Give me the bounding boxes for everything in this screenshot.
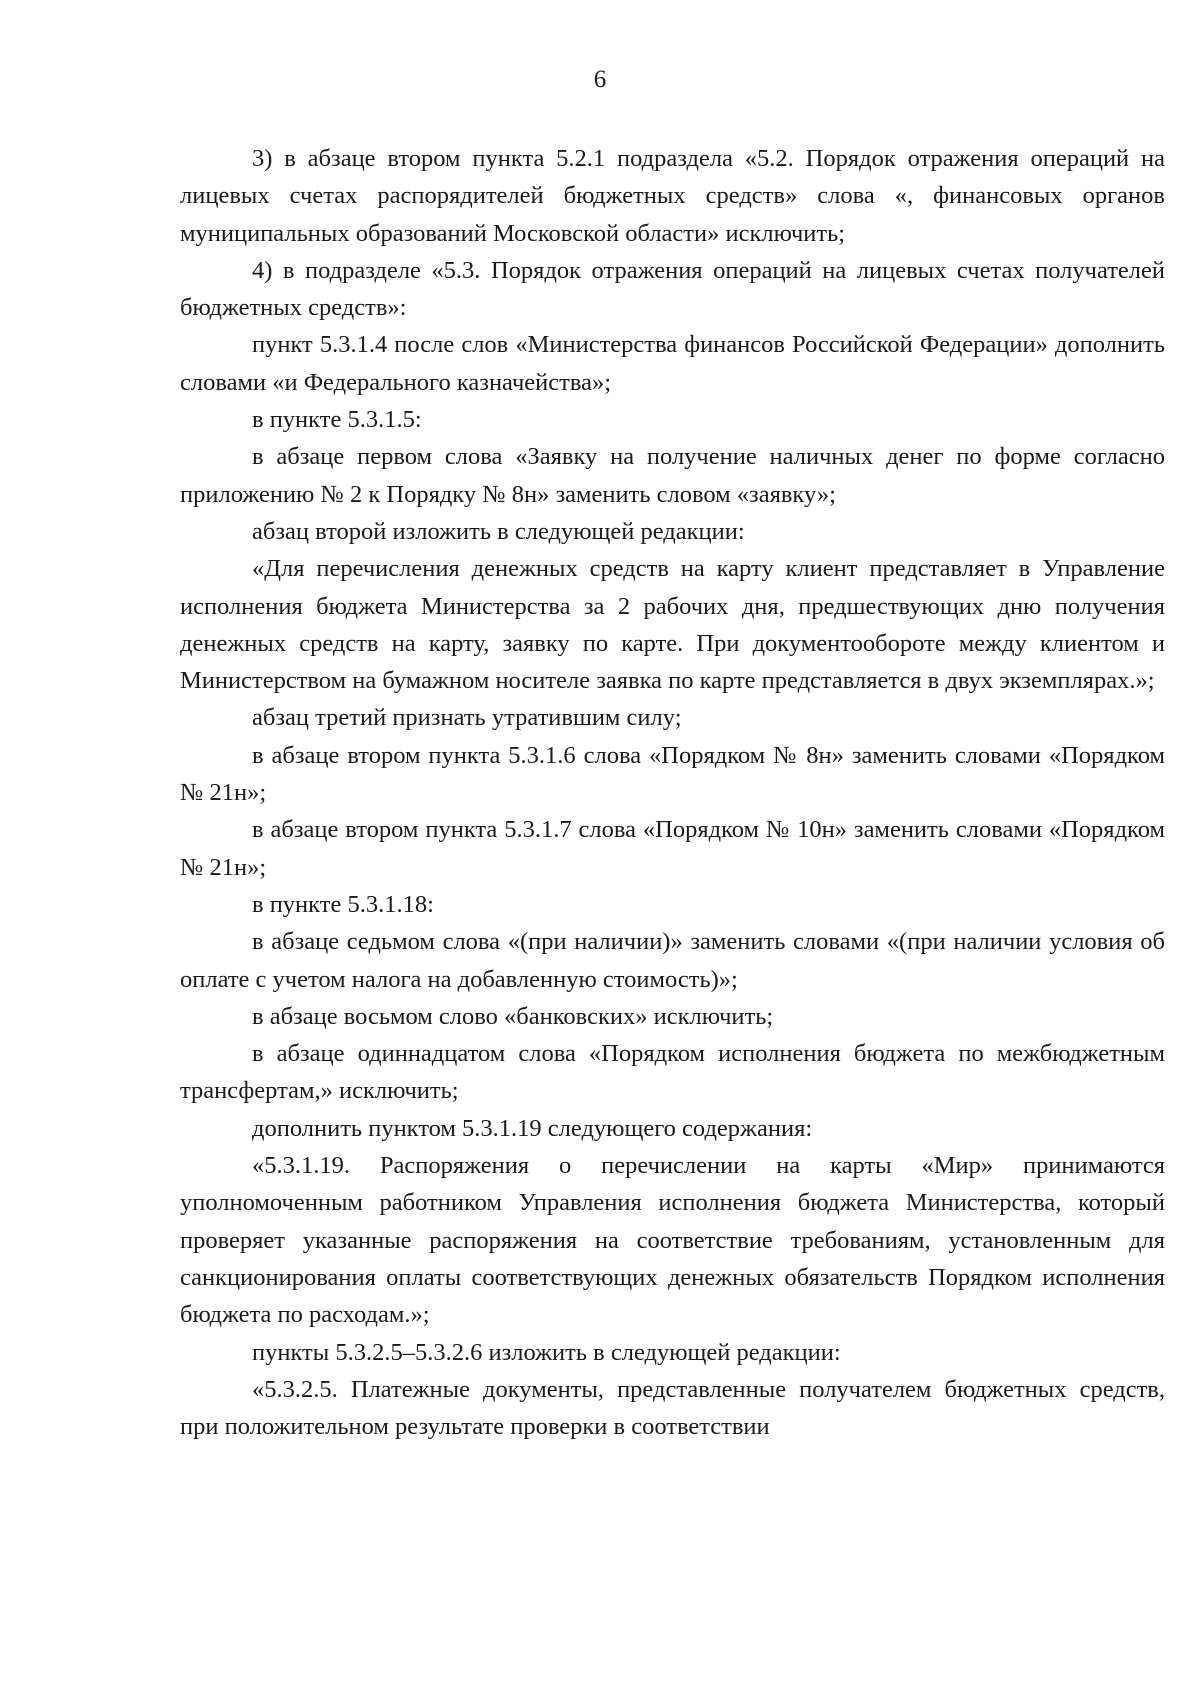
document-body [180, 140, 1165, 1445]
paragraph-seventh-abzac: в абзаце седьмом слова «(при наличии)» заменить словами «(при наличии условия об оплате с учетом налога на добавленную стоимость)»; [180, 928, 1165, 993]
paragraph-eleventh-abzac: в абзаце одиннадцатом слова «Порядком исполнения бюджета по межбюджетным трансфертам,» исключить; [180, 1040, 1165, 1105]
paragraph-5-3-1-5-second-intro: абзац второй изложить в следующей редакции: [252, 517, 745, 545]
paragraph-quoted-5-3-1-19: «5.3.1.19. Распоряжения о перечислении на карты «Мир» принимаются уполномоченным работником Управления исполнения бюджета Министерства, который проверяет указанные распоряжения на соответствие требованиям, установленным для санкционирования оплаты соответствующих денежных обязательств Порядком исполнения бюджета по расходам.»; [180, 1152, 1165, 1329]
paragraph-5-3-1-4: пункт 5.3.1.4 после слов «Министерства финансов Российской Федерации» дополнить словами «и Федерального казначейства»; [180, 331, 1165, 396]
paragraph-quoted-5-3-2-5: «5.3.2.5. Платежные документы, представленные получателем бюджетных средств, при положительном результате проверки в соответствии [180, 1375, 1165, 1441]
paragraph-third-void: абзац третий признать утратившим силу; [252, 704, 682, 732]
paragraph-5-3-1-7: в абзаце втором пункта 5.3.1.7 слова «Порядком № 10н» заменить словами «Порядком № 21н»; [180, 816, 1165, 881]
paragraph-5-3-1-5-first: в абзаце первом слова «Заявку на получение наличных денег по форме согласно приложению № 2 к Порядку № 8н» заменить словом «заявку»; [180, 443, 1165, 508]
paragraph-item-4: 4) в подразделе «5.3. Порядок отражения операций на лицевых счетах получателей бюджетных средств»: [180, 256, 1165, 322]
page-number: 6 [593, 66, 607, 93]
paragraph-eighth-abzac: в абзаце восьмом слово «банковских» исключить; [252, 1002, 774, 1030]
paragraph-5-3-1-6: в абзаце втором пункта 5.3.1.6 слова «Порядком № 8н» заменить словами «Порядком № 21н»; [180, 741, 1165, 807]
paragraph-5-3-1-5-intro: в пункте 5.3.1.5: [252, 406, 422, 434]
paragraph-5-3-1-18-intro: в пункте 5.3.1.18: [252, 890, 434, 918]
paragraph-5-3-2-5-6-intro: пункты 5.3.2.5–5.3.2.6 изложить в следующей редакции: [252, 1338, 841, 1366]
paragraph-item-3: 3) в абзаце втором пункта 5.2.1 подраздела «5.2. Порядок отражения операций на лицевых счетах распорядителей бюджетных средств» слова «, финансовых органов муниципальных образований Московской области» исключить; [180, 145, 1165, 247]
paragraph-quoted-card-transfer: «Для перечисления денежных средств на карту клиент представляет в Управление исполнения бюджета Министерства за 2 рабочих дня, предшествующих дню получения денежных средств на карту, заявку по карте. При документообороте между клиентом и Министерством на бумажном носителе заявка по карте представляется в двух экземплярах.»; [180, 555, 1165, 695]
paragraph-add-5-3-1-19: дополнить пунктом 5.3.1.19 следующего содержания: [252, 1114, 813, 1142]
